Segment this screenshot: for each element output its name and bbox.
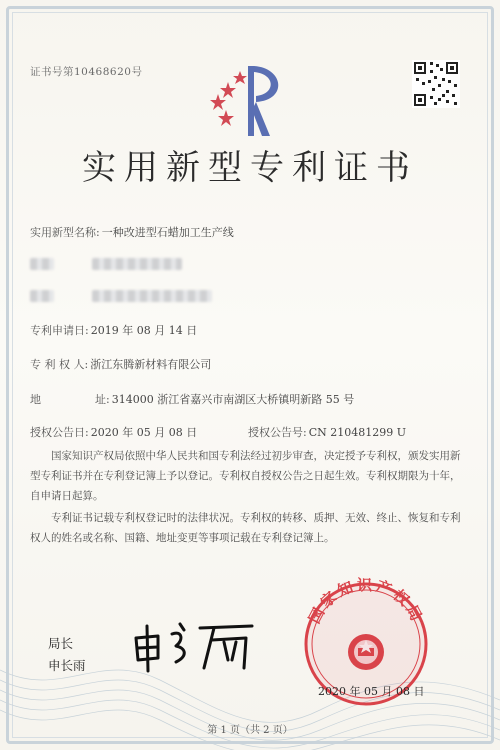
grant-number-label: 授权公告号: xyxy=(248,426,307,439)
grant-date-label: 授权公告日: xyxy=(30,426,89,439)
filing-date-row xyxy=(30,322,197,338)
utility-model-name-row xyxy=(30,224,234,240)
handwritten-signature xyxy=(128,616,258,676)
redacted-label xyxy=(30,290,54,302)
patentee-label: 专 利 权 人: xyxy=(30,358,89,371)
page-number: 第 1 页（共 2 页） xyxy=(207,725,293,736)
utility-model-name-value: 一种改进型石蜡加工生产线 xyxy=(101,226,234,239)
filing-date-label: 专利申请日: xyxy=(30,324,89,337)
certificate-number: 证书号第10468620号 xyxy=(30,66,143,78)
redacted-label xyxy=(30,258,54,270)
grant-date-row xyxy=(30,424,197,440)
qr-code xyxy=(412,60,460,108)
address-label: 地 xyxy=(30,393,41,406)
patentee-value: 浙江东腾新材料有限公司 xyxy=(90,358,212,371)
signer-name: 申长雨 xyxy=(48,658,86,673)
address-label-suffix: 址: xyxy=(95,393,110,406)
redacted-value xyxy=(92,258,182,270)
cnipa-logo-icon xyxy=(204,60,296,140)
address-value: 314000 浙江省嘉兴市南湖区大桥镇明新路 55 号 xyxy=(111,393,355,406)
grant-number-row xyxy=(248,424,406,440)
legal-status-paragraph: 专利证书记载专利权登记时的法律状况。专利权的转移、质押、无效、终止、恢复和专利权人的姓名或名称、国籍、地址变更等事项记载在专利登记簿上。 xyxy=(30,512,461,544)
filing-date-value: 2019 年 08 月 14 日 xyxy=(90,324,198,337)
grant-number-value: CN 210481299 U xyxy=(308,426,407,439)
address-row xyxy=(30,391,41,407)
grant-statement-paragraph: 国家知识产权局依照中华人民共和国专利法经过初步审查，决定授予专利权，颁发实用新型专利证书并在专利登记簿上予以登记。专利权自授权公告之日起生效。专利权期限为十年，自申请日起算。 xyxy=(30,450,461,502)
address-row-right xyxy=(95,391,354,407)
utility-model-name-label: 实用新型名称: xyxy=(30,226,100,239)
seal-text: 国家知识产权局 xyxy=(305,576,427,627)
national-emblem-icon xyxy=(348,634,384,670)
patentee-row xyxy=(30,356,211,372)
seal-date: 2020 年 05 月 08 日 xyxy=(318,685,425,698)
certificate-title: 实用新型专利证书 xyxy=(82,148,418,188)
signer-role: 局长 xyxy=(48,636,74,651)
redacted-value xyxy=(92,290,212,302)
grant-date-value: 2020 年 05 月 08 日 xyxy=(90,426,198,439)
